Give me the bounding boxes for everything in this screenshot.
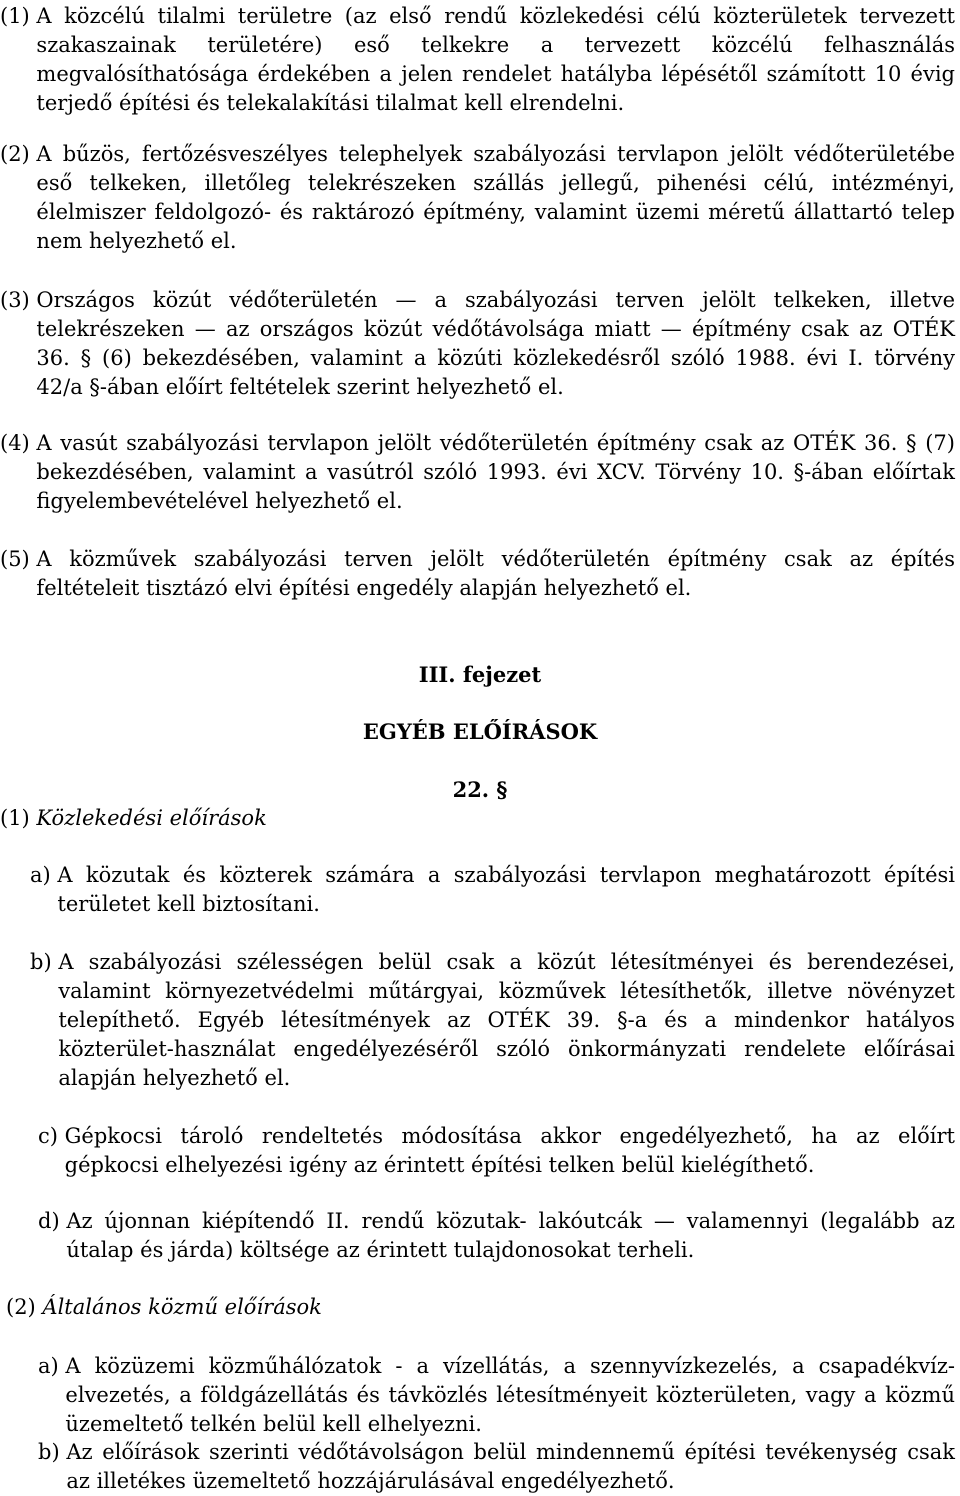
section-2-number: (2)	[6, 1295, 43, 1319]
list-item-label: d)	[38, 1209, 67, 1233]
list-item-label: a)	[38, 1354, 66, 1378]
list-item-text: Az előírások szerinti védőtávolságon belül mindennemű építési tevékenység csak az illetékes üzemeltető hozzájárulásával engedélyezhető.	[66, 1440, 955, 1493]
paragraph-number: (5)	[0, 547, 37, 571]
paragraph-number: (1)	[0, 4, 37, 28]
list-item-label: c)	[38, 1124, 65, 1148]
list-item	[38, 1122, 955, 1180]
list-item-text: A szabályozási szélességen belül csak a közút létesítményei és berendezései, valamint környezetvédelmi műtárgyai, közművek létesíthetők, illetve növényzet telepíthető. Egyéb létesítmények az OTÉK 39. §-a és a mindenkor hatályos közterület-használat engedélyezéséről szóló önkormányzati rendelete előírásai alapján helyezhető el.	[58, 950, 955, 1090]
list-item	[30, 948, 955, 1093]
list-item	[38, 1352, 955, 1439]
paragraph-3	[0, 286, 955, 402]
list-item-label: a)	[30, 863, 58, 887]
list-item-text: A közüzemi közműhálózatok - a vízellátás, a szennyvízkezelés, a csapadékvíz-elvezetés, a földgázellátás és távközlés létesítményeit közterületen, vagy a közmű üzemeltető telkén belül kell elhelyezni.	[65, 1354, 955, 1436]
list-item-label: b)	[30, 950, 59, 974]
chapter-title: III. fejezet	[418, 662, 542, 687]
paragraph-5	[0, 545, 955, 603]
list-item	[38, 1207, 955, 1265]
list-item-text: Gépkocsi tároló rendeltetés módosítása akkor engedélyezhető, ha az előírt gépkocsi elhelyezési igény az érintett építési telken belül kielégíthető.	[64, 1124, 955, 1177]
paragraph-number: (3)	[0, 288, 37, 312]
paragraph-number: (2)	[0, 142, 37, 166]
section-number: 22. §	[452, 777, 508, 802]
list-item-text: Az újonnan kiépítendő II. rendű közutak- lakóutcák — valamennyi (legalább az útalap és járda) költsége az érintett tulajdonosokat terheli.	[66, 1209, 955, 1262]
section-1-title: Közlekedési előírások	[36, 806, 267, 830]
list-item	[30, 861, 955, 919]
paragraph-2	[0, 140, 955, 256]
chapter-subtitle: EGYÉB ELŐÍRÁSOK	[362, 719, 598, 744]
paragraph-text: A közcélú tilalmi területre (az első rendű közlekedési célú közterületek tervezett szakaszainak területére) eső telkekre a tervezett közcélú felhasználás megvalósíthatósága érdekében a jelen rendelet hatályba lépésétől számított 10 évig terjedő építési és telekalakítási tilalmat kell elrendelni.	[36, 4, 955, 115]
paragraph-text: Országos közút védőterületén — a szabályozási terven jelölt telkeken, illetve telekrészeken — az országos közút védőtávolsága miatt — építmény csak az OTÉK 36. § (6) bekezdésében, valamint a közúti közlekedésről szóló 1988. évi I. törvény 42/a §-ában előírt feltételek szerint helyezhető el.	[36, 288, 955, 399]
list-item-text: A közutak és közterek számára a szabályozási tervlapon meghatározott építési területet kell biztosítani.	[57, 863, 955, 916]
paragraph-1	[0, 2, 955, 118]
section-2-title: Általános közmű előírások	[42, 1295, 322, 1319]
section-1-number: (1)	[0, 806, 37, 830]
paragraph-text: A bűzös, fertőzésveszélyes telephelyek szabályozási tervlapon jelölt védőterületébe eső telkeken, illetőleg telekrészeken szállás jellegű, pihenési célú, intézményi, élelmiszer feldolgozó- és raktározó építmény, valamint üzemi méretű állattartó telep nem helyezhető el.	[36, 142, 955, 253]
list-item-label: b)	[38, 1440, 67, 1464]
paragraph-number: (4)	[0, 431, 37, 455]
paragraph-4	[0, 429, 955, 516]
section-1-heading	[0, 804, 955, 833]
section-2-heading	[6, 1293, 960, 1322]
paragraph-text: A vasút szabályozási tervlapon jelölt védőterületén építmény csak az OTÉK 36. § (7) bekezdésében, valamint a vasútról szóló 1993. évi XCV. Törvény 10. §-ában előírtak figyelembevételével helyezhető el.	[36, 431, 955, 513]
paragraph-text: A közművek szabályozási terven jelölt védőterületén építmény csak az építés feltételeit tisztázó elvi építési engedély alapján helyezhető el.	[36, 547, 955, 600]
list-item	[38, 1438, 955, 1496]
